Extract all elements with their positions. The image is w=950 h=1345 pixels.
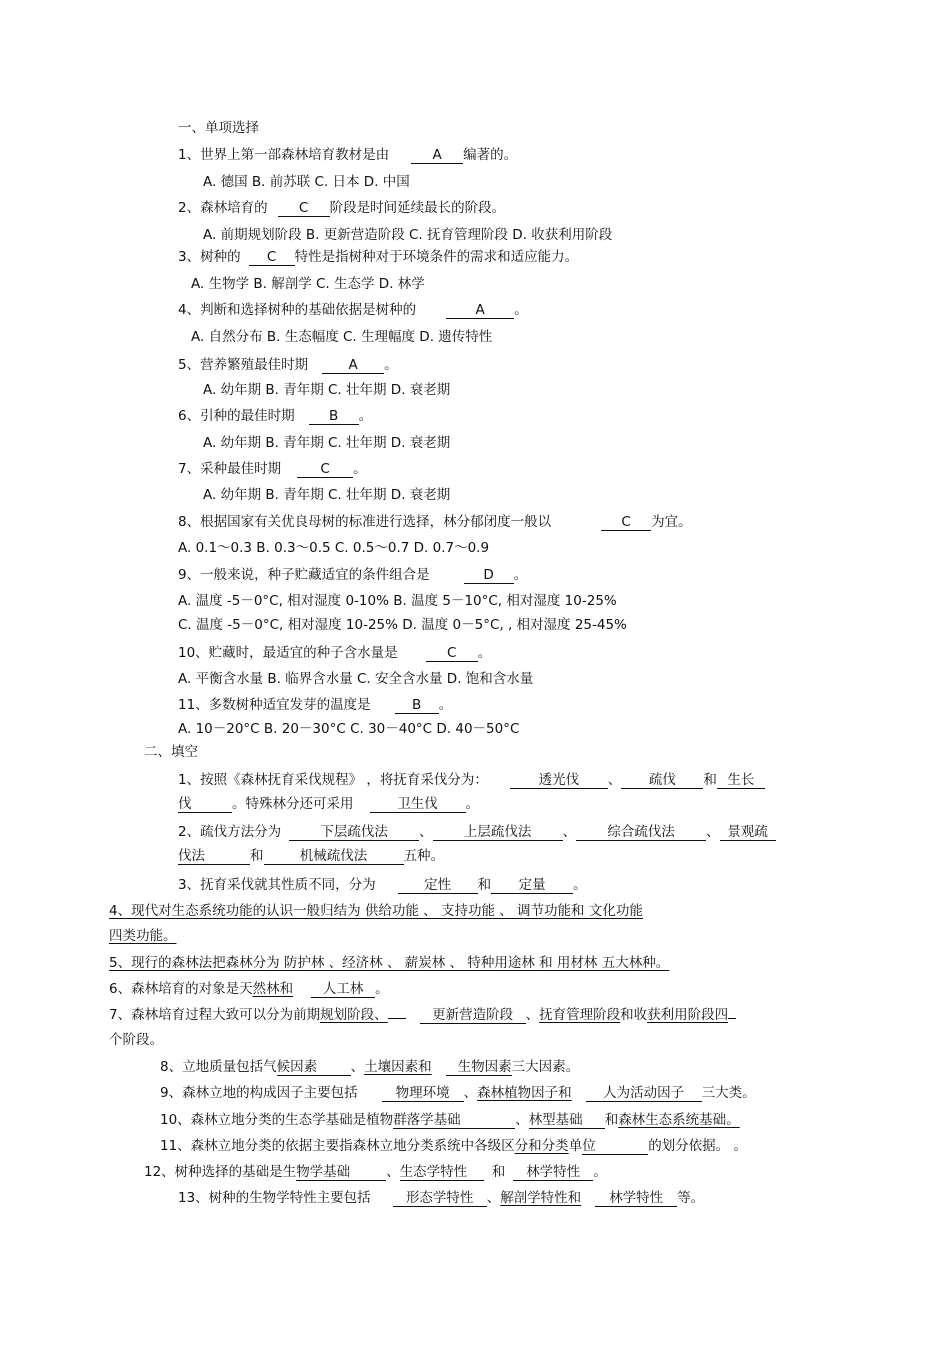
fill-13-blank-3: 林学特性: [595, 1190, 677, 1207]
fill-5: 5、现行的森林法把森林分为 防护林 、经济林 、 薪炭林 、 特种用途林 和 用材林 五大林种。: [109, 955, 670, 971]
question-6: [178, 407, 372, 425]
q4-stem: 4、判断和选择树种的基础依据是树种的: [178, 302, 417, 318]
q2-stem: 2、森林培育的: [178, 200, 268, 216]
fill-13-text: 13、树种的生物学特性主要包括: [178, 1190, 371, 1206]
fill-2-text: 2、疏伐方法分为: [178, 824, 282, 840]
fill-13-blank-1: 形态学特性: [393, 1190, 487, 1207]
fill-12-blank-1: 物学基础: [296, 1164, 386, 1181]
fill-6-blank-1: 然林和: [252, 981, 294, 997]
fill-1-text-2: 。特殊林分还可采用: [232, 796, 354, 812]
fill-2-line-1: [178, 823, 776, 841]
q1-tail: 编著的。: [463, 147, 518, 163]
q9-tail: 。: [513, 567, 528, 583]
q1-stem: 1、世界上第一部森林培育教材是由: [178, 147, 390, 163]
fill-13-blank-2: 解剖学特性和: [500, 1190, 582, 1206]
fill-8-end: 三大因素。: [511, 1059, 580, 1075]
fill-9-text: 9、森林立地的构成因子主要包括: [160, 1085, 358, 1101]
fill-1-line-2: [178, 795, 479, 813]
fill-2-line-2: [178, 847, 444, 865]
q2-tail: 阶段是时间延续最长的阶段。: [329, 200, 506, 216]
fill-11-text-2: 单: [568, 1138, 583, 1154]
fill-7-blank-2: 更新营造阶段: [420, 1007, 526, 1024]
fill-2-blank-5: 机械疏伐法: [264, 848, 404, 865]
q3-stem: 3、树种的: [178, 249, 241, 265]
fill-10-text: 10、森林立地分类的生态学基础是植物: [160, 1112, 394, 1128]
fill-12-end: 。: [593, 1164, 607, 1180]
q2-options: A. 前期规划阶段 B. 更新营造阶段 C. 抚育管理阶段 D. 收获利用阶段: [203, 227, 613, 243]
fill-3-blank-2: 定量: [491, 877, 573, 894]
fill-12: [144, 1163, 607, 1181]
fill-1-blank-3: 生长: [717, 772, 765, 789]
fill-7-sep: 、: [525, 1007, 540, 1023]
q4-answer: A: [446, 302, 514, 319]
fill-1-and: 和: [703, 772, 717, 788]
fill-1-blank-1: 透光伐: [510, 772, 608, 789]
fill-2-end: 五种。: [403, 848, 444, 864]
fill-8-blank-3: 生物因素: [446, 1059, 512, 1076]
fill-11-end: 的划分依据。 。: [648, 1138, 747, 1154]
q9-stem: 9、一般来说，种子贮藏适宜的条件组合是: [178, 567, 430, 583]
fill-12-and: 和: [491, 1164, 506, 1180]
q2-answer: C: [278, 200, 330, 217]
fill-2-blank-4-cont: 伐法: [178, 848, 250, 865]
section-title-choice: 一、单项选择: [178, 120, 259, 136]
fill-2-blank-3: 综合疏伐法: [576, 824, 706, 841]
q3-tail: 特性是指树种对于环境条件的需求和适应能力。: [294, 249, 579, 265]
fill-10: [160, 1111, 740, 1129]
q8-options: A. 0.1～0.3 B. 0.3～0.5 C. 0.5～0.7 D. 0.7～0.9: [178, 540, 490, 556]
fill-7-blank-3: 抚育管理阶段: [539, 1007, 621, 1023]
q6-tail: 。: [358, 408, 373, 424]
q1-options: A. 德国 B. 前苏联 C. 日本 D. 中国: [203, 174, 410, 190]
fill-8: [160, 1058, 579, 1076]
fill-10-and: 和: [604, 1112, 619, 1128]
fill-1-blank-3-cont: 伐: [178, 796, 232, 813]
q10-tail: 。: [477, 645, 492, 661]
question-1: [178, 146, 517, 164]
question-9: [178, 566, 527, 584]
q10-options: A. 平衡含水量 B. 临界含水量 C. 安全含水量 D. 饱和含水量: [178, 671, 534, 687]
fill-12-blank-2: 生态学特性: [400, 1164, 484, 1181]
fill-8-blank-1: 候因素: [277, 1059, 351, 1076]
q7-stem: 7、采种最佳时期: [178, 461, 282, 477]
q9-options-cd: C. 温度 -5－0°C, 相对湿度 10-25% D. 温度 0－5°C, , 相对湿度 25-45%: [178, 617, 627, 633]
fill-2-and: 和: [250, 848, 264, 864]
fill-7-line-1: [109, 1006, 736, 1024]
fill-13: [178, 1189, 704, 1207]
question-8: [178, 513, 692, 531]
q8-answer: C: [601, 514, 651, 531]
fill-2-blank-1: 下层疏伐法: [289, 824, 419, 841]
fill-10-blank-1: 群落学基础: [393, 1112, 515, 1129]
fill-4-line-1: 4、现代对生态系统功能的认识一般归结为 供给功能 、 支持功能 、 调节功能和 文化功能: [109, 903, 643, 919]
fill-8-blank-2: 土壤因素和: [364, 1059, 432, 1075]
fill-12-text: 12、树种选择的基础是生: [144, 1164, 297, 1180]
fill-1-sep: 、: [607, 772, 622, 788]
fill-9-blank-2: 森林植物因子和: [477, 1085, 572, 1101]
fill-2-blank-2: 上层疏伐法: [433, 824, 563, 841]
fill-7-blank-4: 获利用阶段四: [647, 1007, 729, 1023]
fill-7-line-2: 个阶段。: [109, 1032, 163, 1048]
q3-options: A. 生物学 B. 解剖学 C. 生态学 D. 林学: [191, 276, 425, 292]
q7-answer: C: [297, 461, 353, 478]
fill-9-sep: 、: [463, 1085, 478, 1101]
q6-answer: B: [309, 408, 359, 425]
question-5: [178, 356, 398, 374]
q11-answer: B: [395, 697, 439, 714]
fill-6-blank-2: 人工林: [311, 981, 375, 998]
fill-7-text: 7、森林培育过程大致可以分为前期: [109, 1007, 321, 1023]
fill-2-sep-3: 、: [706, 824, 720, 840]
question-10: [178, 644, 491, 662]
fill-3-and: 和: [477, 877, 492, 893]
q9-options-ab: A. 温度 -5－0°C, 相对湿度 0-10% B. 温度 5－10°C, 相对湿度 10-25%: [178, 593, 617, 609]
fill-12-sep: 、: [386, 1164, 400, 1180]
q4-tail: 。: [514, 302, 528, 318]
question-3: [178, 248, 578, 266]
q9-answer: D: [464, 567, 514, 584]
q1-answer: A: [411, 147, 463, 164]
fill-1-blank-2: 疏伐: [621, 772, 703, 789]
q6-options: A. 幼年期 B. 青年期 C. 壮年期 D. 衰老期: [203, 435, 451, 451]
q5-answer: A: [322, 357, 384, 374]
q6-stem: 6、引种的最佳时期: [178, 408, 295, 424]
fill-1-text: 1、按照《森林抚育采伐规程》 ，将抚育采伐分为：: [178, 772, 488, 788]
fill-9-blank-3: 人为活动因子: [586, 1085, 702, 1102]
fill-6-text: 6、森林培育的对象是天: [109, 981, 253, 997]
question-7: [178, 460, 367, 478]
fill-9-blank-1: 物理环境: [382, 1085, 464, 1102]
question-2: [178, 199, 505, 217]
fill-7-text-2: 和收: [620, 1007, 648, 1023]
fill-7-blank-1: 规划阶段、: [320, 1007, 388, 1023]
fill-6: [109, 980, 389, 998]
fill-10-blank-3: 森林生态系统基础。: [618, 1112, 740, 1128]
fill-2-blank-4: 景观疏: [720, 824, 776, 841]
fill-11-text: 11、森林立地分类的依据主要指森林立地分类系统中各级区: [160, 1138, 515, 1154]
fill-12-blank-3: 林学特性: [513, 1164, 593, 1181]
fill-2-sep-1: 、: [419, 824, 433, 840]
fill-4-line-2: 四类功能。: [109, 928, 177, 944]
q5-stem: 5、营养繁殖最佳时期: [178, 357, 309, 373]
fill-3: [178, 876, 587, 894]
q11-options: A. 10－20°C B. 20－30°C C. 30－40°C D. 40－50°C: [178, 721, 520, 737]
fill-1-blank-4: 卫生伐: [370, 796, 466, 813]
fill-8-text: 8、立地质量包括气: [160, 1059, 277, 1075]
q8-stem: 8、根据国家有关优良母树的标准进行选择，林分郁闭度一般以: [178, 514, 552, 530]
fill-3-end: 。: [573, 877, 587, 893]
fill-10-sep: 、: [515, 1112, 529, 1128]
q5-options: A. 幼年期 B. 青年期 C. 壮年期 D. 衰老期: [203, 382, 451, 398]
fill-9-end: 三大类。: [701, 1085, 756, 1101]
fill-8-sep: 、: [350, 1059, 365, 1075]
fill-2-sep-2: 、: [562, 824, 577, 840]
q10-answer: C: [426, 645, 478, 662]
question-4: [178, 301, 528, 319]
fill-3-text: 3、抚育采伐就其性质不同，分为: [178, 877, 376, 893]
q4-options: A. 自然分布 B. 生态幅度 C. 生理幅度 D. 遗传特性: [191, 329, 493, 345]
fill-6-end: 。: [375, 981, 389, 997]
q3-answer: C: [249, 249, 295, 266]
fill-1-line-1: [178, 771, 765, 789]
q10-stem: 10、贮藏时，最适宜的种子含水量是: [178, 645, 398, 661]
question-11: [178, 696, 452, 714]
fill-3-blank-1: 定性: [398, 877, 478, 894]
fill-11-blank-1: 分和分类: [514, 1138, 569, 1154]
q8-tail: 为宜。: [651, 514, 692, 530]
q11-tail: 。: [438, 697, 453, 713]
q7-options: A. 幼年期 B. 青年期 C. 壮年期 D. 衰老期: [203, 487, 451, 503]
fill-11-blank-2: 位: [582, 1138, 648, 1155]
fill-10-blank-2: 林型基础: [529, 1112, 605, 1129]
q11-stem: 11、多数树种适宜发芽的温度是: [178, 697, 371, 713]
q7-tail: 。: [353, 461, 367, 477]
section-title-fill: 二、填空: [144, 744, 198, 760]
fill-11: [160, 1137, 747, 1155]
q5-tail: 。: [384, 357, 398, 373]
fill-13-end: 等。: [677, 1190, 705, 1206]
fill-13-sep: 、: [486, 1190, 501, 1206]
fill-9: [160, 1084, 756, 1102]
fill-1-end: 。: [465, 796, 479, 812]
